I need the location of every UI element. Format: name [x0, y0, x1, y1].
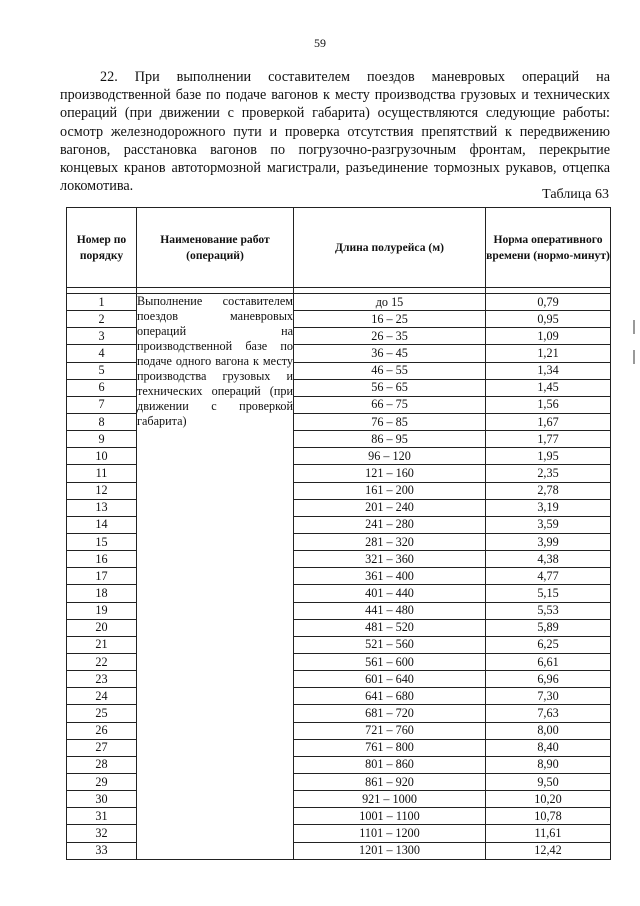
cell-number: 22	[67, 653, 137, 670]
cell-norm: 10,78	[486, 808, 611, 825]
cell-number: 13	[67, 499, 137, 516]
cell-norm: 1,09	[486, 328, 611, 345]
cell-norm: 3,99	[486, 533, 611, 550]
cell-length: 1101 – 1200	[294, 825, 486, 842]
cell-norm: 5,15	[486, 585, 611, 602]
header-number: Номер по порядку	[67, 208, 137, 288]
cell-length: 401 – 440	[294, 585, 486, 602]
cell-norm: 7,63	[486, 705, 611, 722]
cell-length: 681 – 720	[294, 705, 486, 722]
cell-norm: 1,56	[486, 396, 611, 413]
cell-length: 46 – 55	[294, 362, 486, 379]
cell-norm: 11,61	[486, 825, 611, 842]
paragraph-22: 22. При выполнении составителем поездов маневровых операций на производственной базе по подаче вагонов к месту производства грузовых и технических операций (при движении с проверкой габарита) осуществляются следующие работы: осмотр железнодорожного пути и проверка отсутствия препятствий к передвижению вагонов, расстановка вагонов по погрузочно-разгрузочным фронтам, перекрытие концевых кранов автотормозной магистрали, разъединение тормозных рукавов, отцепка локомотива.	[60, 69, 610, 195]
cell-norm: 10,20	[486, 791, 611, 808]
norms-table	[66, 207, 611, 860]
cell-number: 4	[67, 345, 137, 362]
cell-norm: 9,50	[486, 773, 611, 790]
cell-length: 921 – 1000	[294, 791, 486, 808]
header-norm: Норма оперативного времени (нормо-минут)	[486, 208, 611, 288]
cell-norm: 8,90	[486, 756, 611, 773]
cell-length: 26 – 35	[294, 328, 486, 345]
cell-number: 28	[67, 756, 137, 773]
cell-number: 29	[67, 773, 137, 790]
cell-length: 321 – 360	[294, 551, 486, 568]
cell-norm: 5,89	[486, 619, 611, 636]
header-length: Длина полурейса (м)	[294, 208, 486, 288]
scan-edge-mark	[633, 350, 635, 364]
cell-number: 30	[67, 791, 137, 808]
cell-work-name	[137, 294, 294, 860]
cell-norm: 12,42	[486, 842, 611, 859]
cell-number: 2	[67, 311, 137, 328]
cell-number: 7	[67, 396, 137, 413]
cell-number: 23	[67, 671, 137, 688]
cell-length: 121 – 160	[294, 465, 486, 482]
cell-number: 12	[67, 482, 137, 499]
scan-edge-mark	[633, 320, 635, 334]
cell-length: 861 – 920	[294, 773, 486, 790]
table-row	[67, 294, 611, 311]
cell-norm: 1,77	[486, 431, 611, 448]
cell-length: 521 – 560	[294, 636, 486, 653]
cell-norm: 0,79	[486, 294, 611, 311]
cell-number: 5	[67, 362, 137, 379]
cell-number: 33	[67, 842, 137, 859]
cell-number: 6	[67, 379, 137, 396]
cell-norm: 0,95	[486, 311, 611, 328]
cell-number: 25	[67, 705, 137, 722]
cell-number: 3	[67, 328, 137, 345]
cell-norm: 7,30	[486, 688, 611, 705]
cell-length: 241 – 280	[294, 516, 486, 533]
cell-norm: 6,96	[486, 671, 611, 688]
cell-length: 86 – 95	[294, 431, 486, 448]
cell-norm: 1,45	[486, 379, 611, 396]
cell-length: 281 – 320	[294, 533, 486, 550]
work-name-text: Выполнение составителем поездов маневровых операций на производственной базе по подаче одного вагона к месту производства грузовых и технических операций (при движении с проверкой габарита)	[137, 294, 293, 428]
header-work-name: Наименование работ (операций)	[137, 208, 294, 288]
cell-norm: 6,25	[486, 636, 611, 653]
cell-norm: 2,35	[486, 465, 611, 482]
cell-length: 161 – 200	[294, 482, 486, 499]
cell-length: 201 – 240	[294, 499, 486, 516]
cell-length: 66 – 75	[294, 396, 486, 413]
cell-length: 56 – 65	[294, 379, 486, 396]
cell-number: 18	[67, 585, 137, 602]
cell-number: 1	[67, 294, 137, 311]
cell-norm: 6,61	[486, 653, 611, 670]
cell-length: 1201 – 1300	[294, 842, 486, 859]
cell-length: 721 – 760	[294, 722, 486, 739]
cell-norm: 4,77	[486, 568, 611, 585]
cell-number: 17	[67, 568, 137, 585]
cell-number: 31	[67, 808, 137, 825]
cell-length: 481 – 520	[294, 619, 486, 636]
cell-number: 32	[67, 825, 137, 842]
cell-number: 19	[67, 602, 137, 619]
cell-length: 1001 – 1100	[294, 808, 486, 825]
cell-number: 21	[67, 636, 137, 653]
cell-length: 16 – 25	[294, 311, 486, 328]
cell-number: 14	[67, 516, 137, 533]
cell-number: 24	[67, 688, 137, 705]
cell-norm: 5,53	[486, 602, 611, 619]
cell-length: 361 – 400	[294, 568, 486, 585]
cell-number: 10	[67, 448, 137, 465]
cell-number: 16	[67, 551, 137, 568]
table-header-row	[67, 208, 611, 288]
cell-length: 76 – 85	[294, 413, 486, 430]
cell-norm: 4,38	[486, 551, 611, 568]
table-label: Таблица 63	[542, 187, 609, 202]
cell-length: 601 – 640	[294, 671, 486, 688]
cell-norm: 8,40	[486, 739, 611, 756]
cell-length: 36 – 45	[294, 345, 486, 362]
cell-length: 561 – 600	[294, 653, 486, 670]
cell-length: 641 – 680	[294, 688, 486, 705]
cell-number: 9	[67, 431, 137, 448]
cell-length: до 15	[294, 294, 486, 311]
cell-norm: 1,67	[486, 413, 611, 430]
cell-length: 441 – 480	[294, 602, 486, 619]
cell-number: 27	[67, 739, 137, 756]
page-number: 59	[314, 36, 326, 50]
cell-number: 15	[67, 533, 137, 550]
cell-number: 26	[67, 722, 137, 739]
cell-norm: 1,21	[486, 345, 611, 362]
cell-norm: 1,95	[486, 448, 611, 465]
cell-norm: 2,78	[486, 482, 611, 499]
cell-length: 761 – 800	[294, 739, 486, 756]
cell-norm: 8,00	[486, 722, 611, 739]
cell-norm: 3,59	[486, 516, 611, 533]
cell-number: 20	[67, 619, 137, 636]
cell-norm: 1,34	[486, 362, 611, 379]
cell-norm: 3,19	[486, 499, 611, 516]
cell-number: 8	[67, 413, 137, 430]
cell-length: 801 – 860	[294, 756, 486, 773]
cell-length: 96 – 120	[294, 448, 486, 465]
cell-number: 11	[67, 465, 137, 482]
